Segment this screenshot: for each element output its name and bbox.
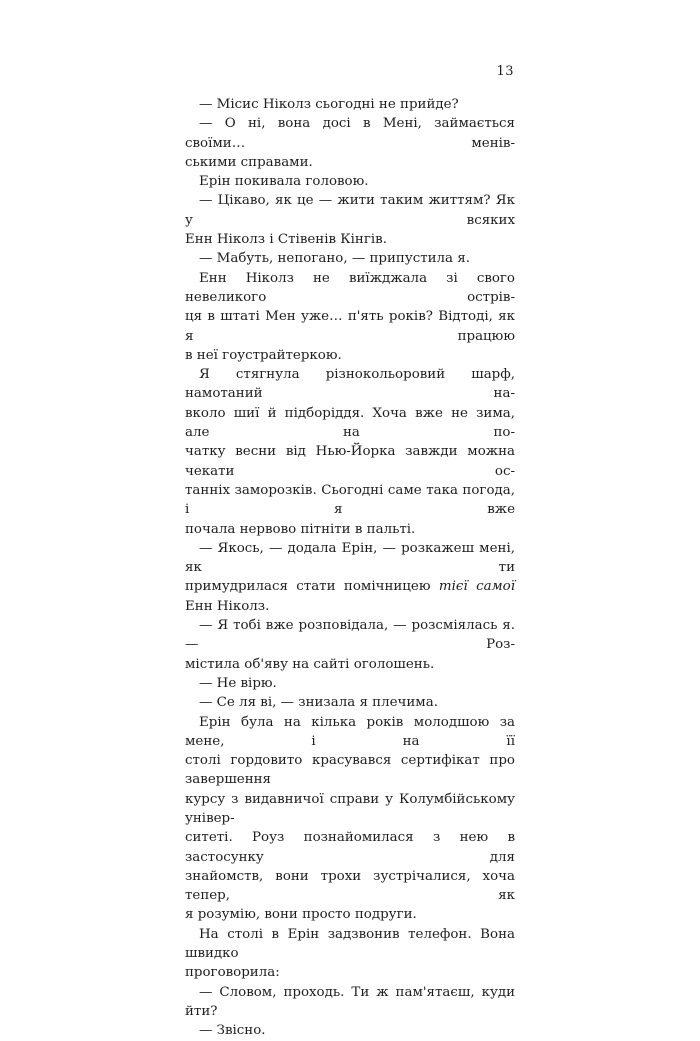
text-line: — Не вірю. [199, 675, 277, 691]
paragraph [185, 269, 515, 365]
text-line: Енн Ніколз не виїжджала зі свого невеликого острів- [185, 270, 515, 305]
text-line: курсу з видавничої справи у Колумбійському універ- [185, 791, 515, 826]
text-line: — Місис Ніколз сьогодні не прийде? [199, 97, 459, 112]
text-line: в неї гоустрайтеркою. [185, 347, 342, 363]
text-line: На столі в Ерін задзвонив телефон. Вона швидко [185, 926, 515, 962]
paragraph [185, 616, 515, 674]
paragraph [185, 249, 515, 268]
text-line: — О ні, вона досі в Мені, займається своїми… менів- [185, 116, 515, 151]
text-line: чатку весни від Нью-Йорка завжди можна чекати ос- [185, 444, 515, 479]
text-line: — Я тобі вже розповідала, — розсміялась я. — Роз- [185, 618, 515, 653]
text-line: — Цікаво, як це — жити таким життям? Як у всяких [185, 193, 515, 228]
text-line: — Звісно. [199, 1023, 266, 1039]
paragraph [185, 95, 515, 114]
text-line: — Якось, — додала Ерін, — розкажеш мені, як ти [185, 540, 515, 576]
text-line: знайомств, вони трохи зустрічалися, хоча тепер, як [185, 868, 515, 904]
text-line: ськими справами. [185, 154, 313, 170]
paragraph [185, 191, 515, 249]
paragraph [185, 539, 515, 616]
text-line: проговорила: [185, 965, 280, 981]
page-number: 13 [496, 64, 514, 79]
paragraph [185, 1021, 515, 1040]
text-line: — Се ля ві, — знизала я плечима. [199, 695, 438, 711]
text-line: ситеті. Роуз познайомилася з нею в застосунку для [185, 830, 515, 865]
text-line: столі гордовито красувався сертифікат про завершення [185, 753, 515, 788]
text-line: Енн Ніколз і Стівенів Кінгів. [185, 232, 387, 248]
text-line: Я стягнула різнокольоровий шарф, намотаний на- [185, 367, 515, 402]
text-line: Ерін була на кілька років молодшою за мене, і на її [185, 714, 515, 749]
paragraph [185, 983, 515, 1022]
paragraph [185, 172, 515, 191]
emphasis-text: тієї самої [438, 579, 515, 595]
text-line: почала нервово пітніти в пальті. [185, 521, 416, 537]
text-line: примудрилася стати помічницею тієї самої Енн Ніколз. [185, 579, 515, 614]
text-line: Ерін покивала головою. [199, 174, 369, 190]
text-line: — Словом, проходь. Ти ж пам'ятаєш, куди йти? [185, 984, 515, 1019]
text-line: ця в штаті Мен уже… п'ять років? Відтоді, як я працюю [185, 309, 515, 344]
text-line: вколо шиї й підборіддя. Хоча вже не зима, але на по- [185, 405, 515, 441]
body-text [185, 95, 515, 1041]
paragraph [185, 365, 515, 539]
text-line: містила об'яву на сайті оголошень. [185, 656, 435, 672]
text-line: танніх заморозків. Сьогодні саме така погода, і я вже [185, 482, 515, 518]
paragraph [185, 693, 515, 712]
paragraph [185, 925, 515, 983]
text-line: я розумію, вони просто подруги. [185, 907, 417, 923]
paragraph [185, 713, 515, 925]
text-run: Енн Ніколз. [185, 598, 270, 614]
paragraph [185, 674, 515, 693]
text-line: — Мабуть, непогано, — припустила я. [199, 251, 470, 267]
paragraph [185, 114, 515, 172]
